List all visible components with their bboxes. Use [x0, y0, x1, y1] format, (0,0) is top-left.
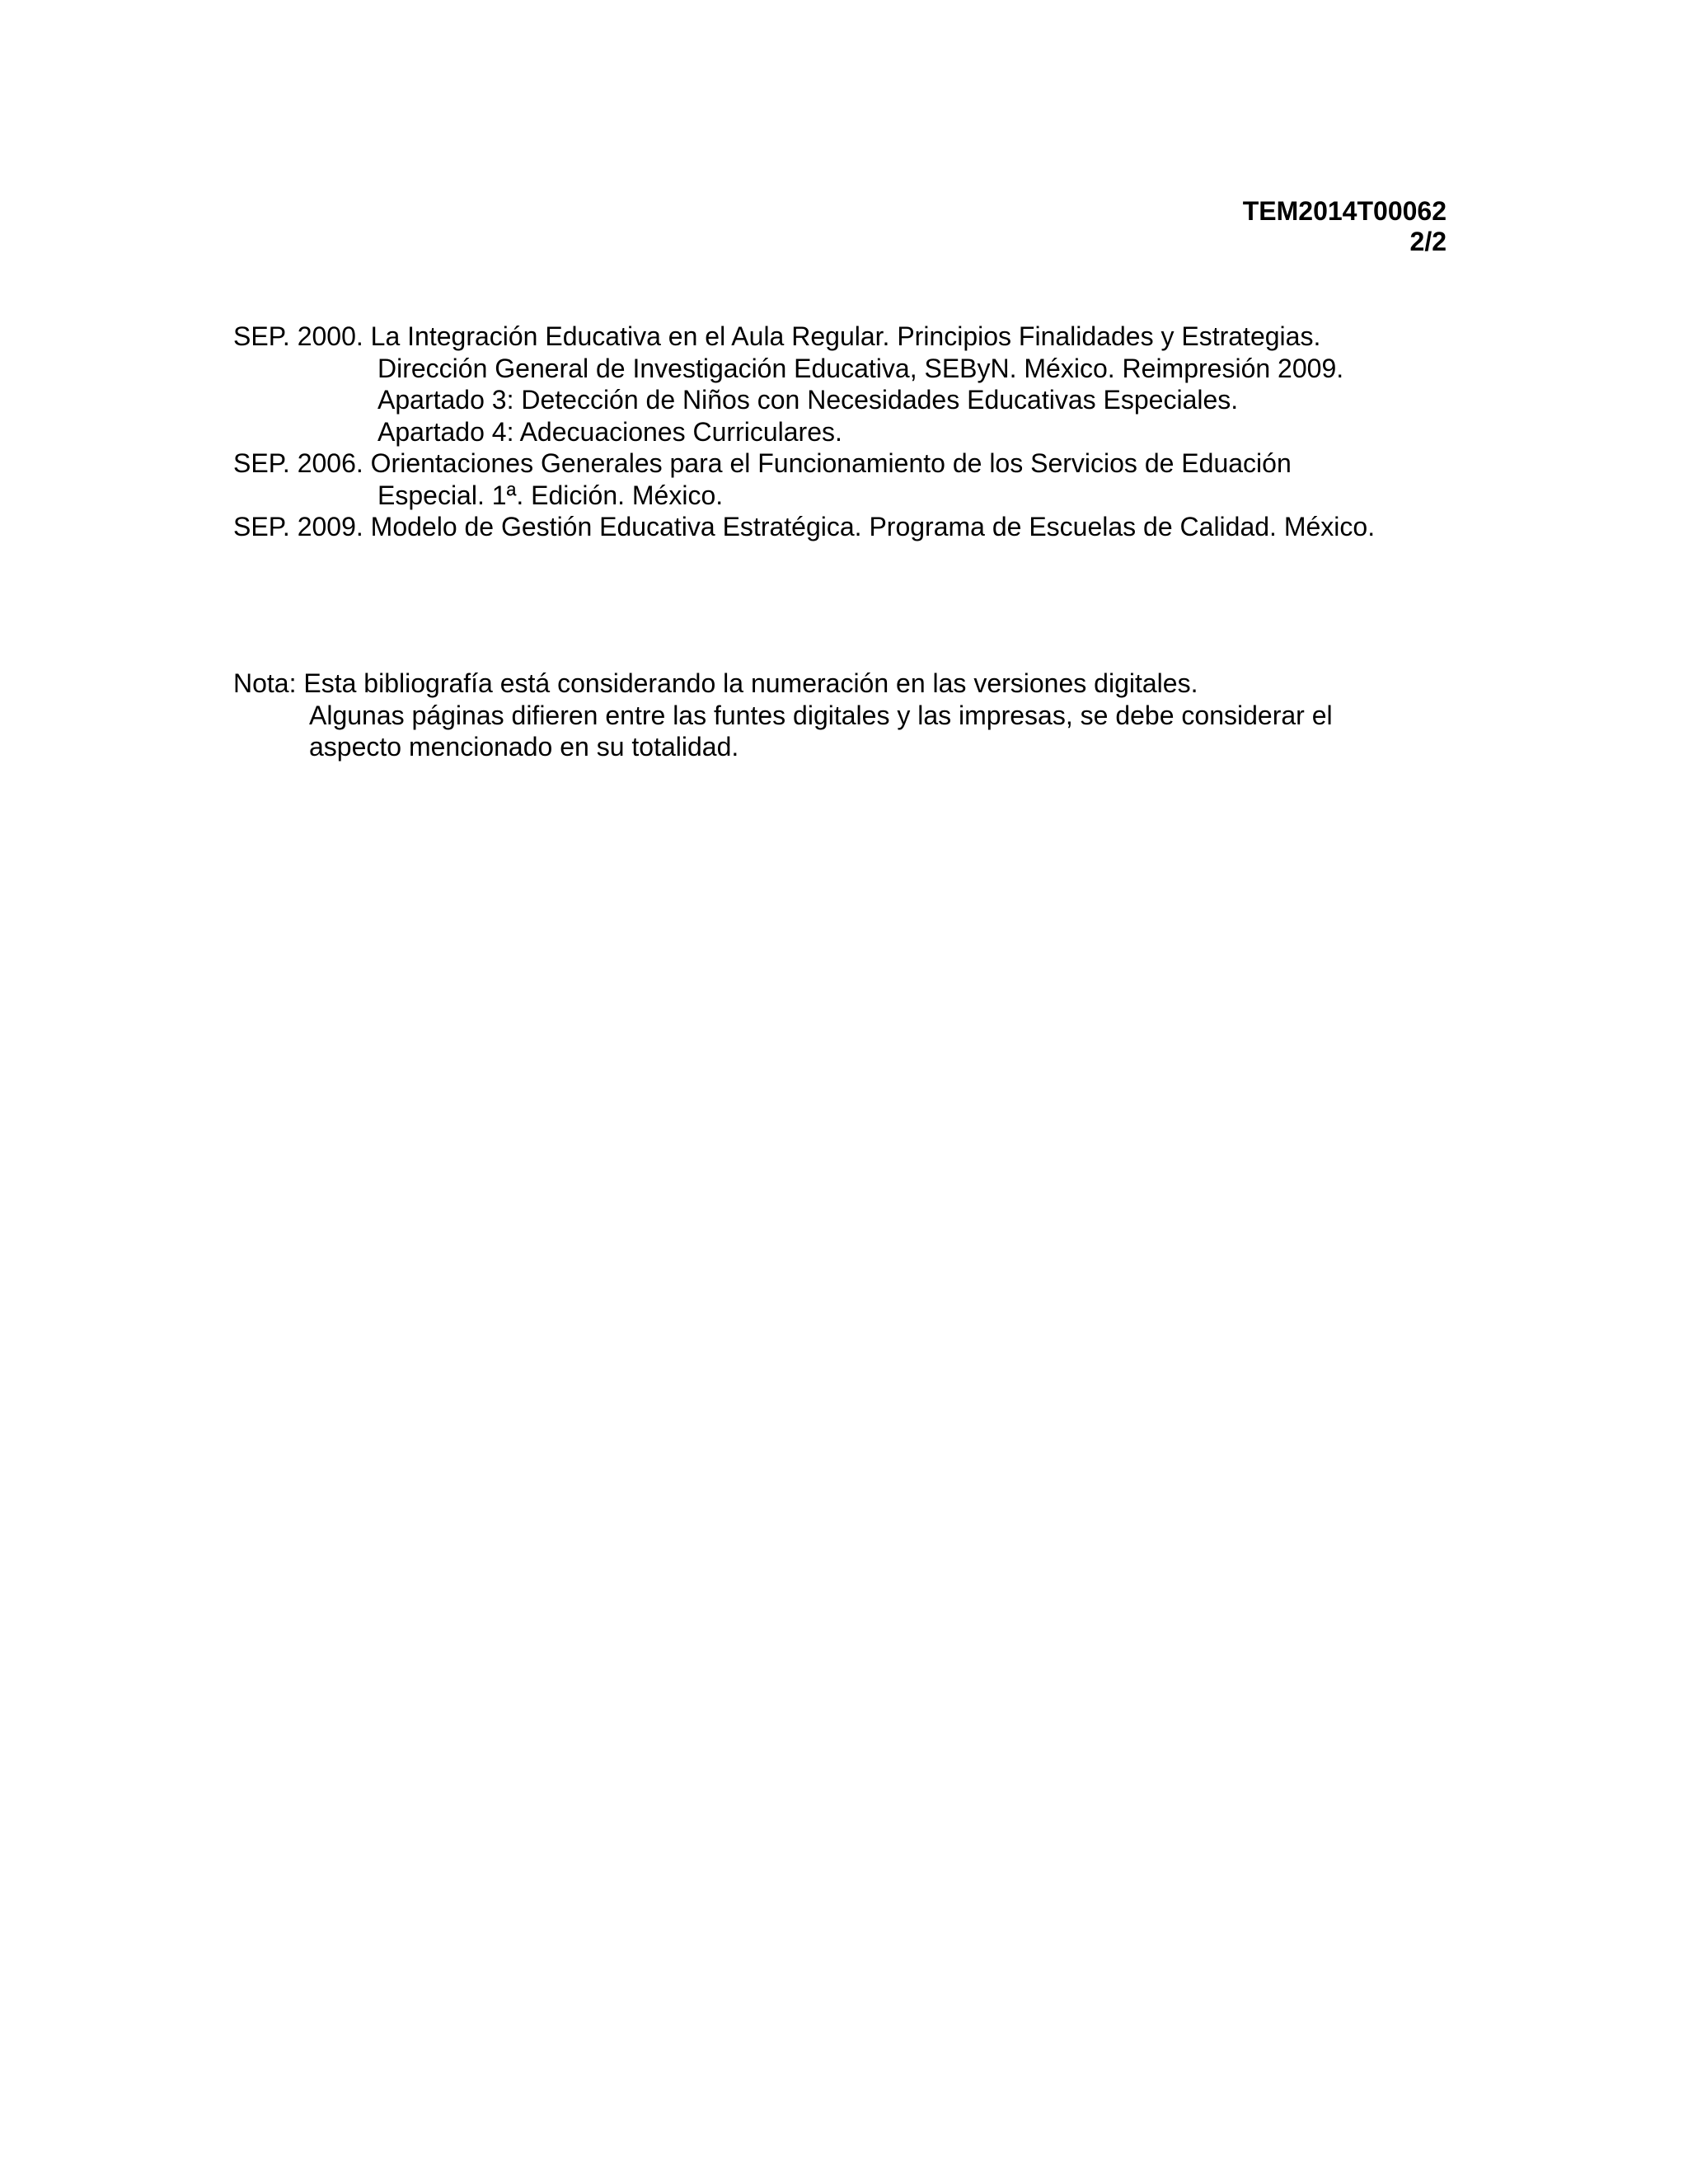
- bibliography-entry: [233, 321, 1470, 448]
- note-line: Algunas páginas difieren entre las funtes digitales y las impresas, se debe considerar el: [309, 700, 1333, 730]
- note-block: [233, 668, 1470, 763]
- bibliography-line: Apartado 4: Adecuaciones Curriculares.: [377, 416, 842, 447]
- bibliography-entry: [233, 511, 1470, 543]
- bibliography-list: [233, 321, 1470, 543]
- bibliography-line: SEP. 2006. Orientaciones Generales para el Funcionamiento de los Servicios de Eduación: [233, 448, 1292, 478]
- bibliography-line: Especial. 1ª. Edición. México.: [377, 480, 724, 510]
- document-header: [1243, 196, 1447, 257]
- bibliography-line: Dirección General de Investigación Educativa, SEByN. México. Reimpresión 2009.: [377, 353, 1344, 383]
- bibliography-line: SEP. 2000. La Integración Educativa en el Aula Regular. Principios Finalidades y Estrategias.: [233, 321, 1321, 351]
- bibliography-line: Apartado 3: Detección de Niños con Necesidades Educativas Especiales.: [377, 385, 1239, 415]
- note-line: aspecto mencionado en su totalidad.: [309, 732, 739, 762]
- note-line: Nota: Esta bibliografía está considerando la numeración en las versiones digitales.: [233, 668, 1198, 698]
- bibliography-entry: [233, 448, 1470, 511]
- page-number: 2/2: [1409, 227, 1447, 256]
- document-code: TEM2014T00062: [1242, 196, 1447, 226]
- bibliography-line: SEP. 2009. Modelo de Gestión Educativa Estratégica. Programa de Escuelas de Calidad. México.: [233, 512, 1376, 541]
